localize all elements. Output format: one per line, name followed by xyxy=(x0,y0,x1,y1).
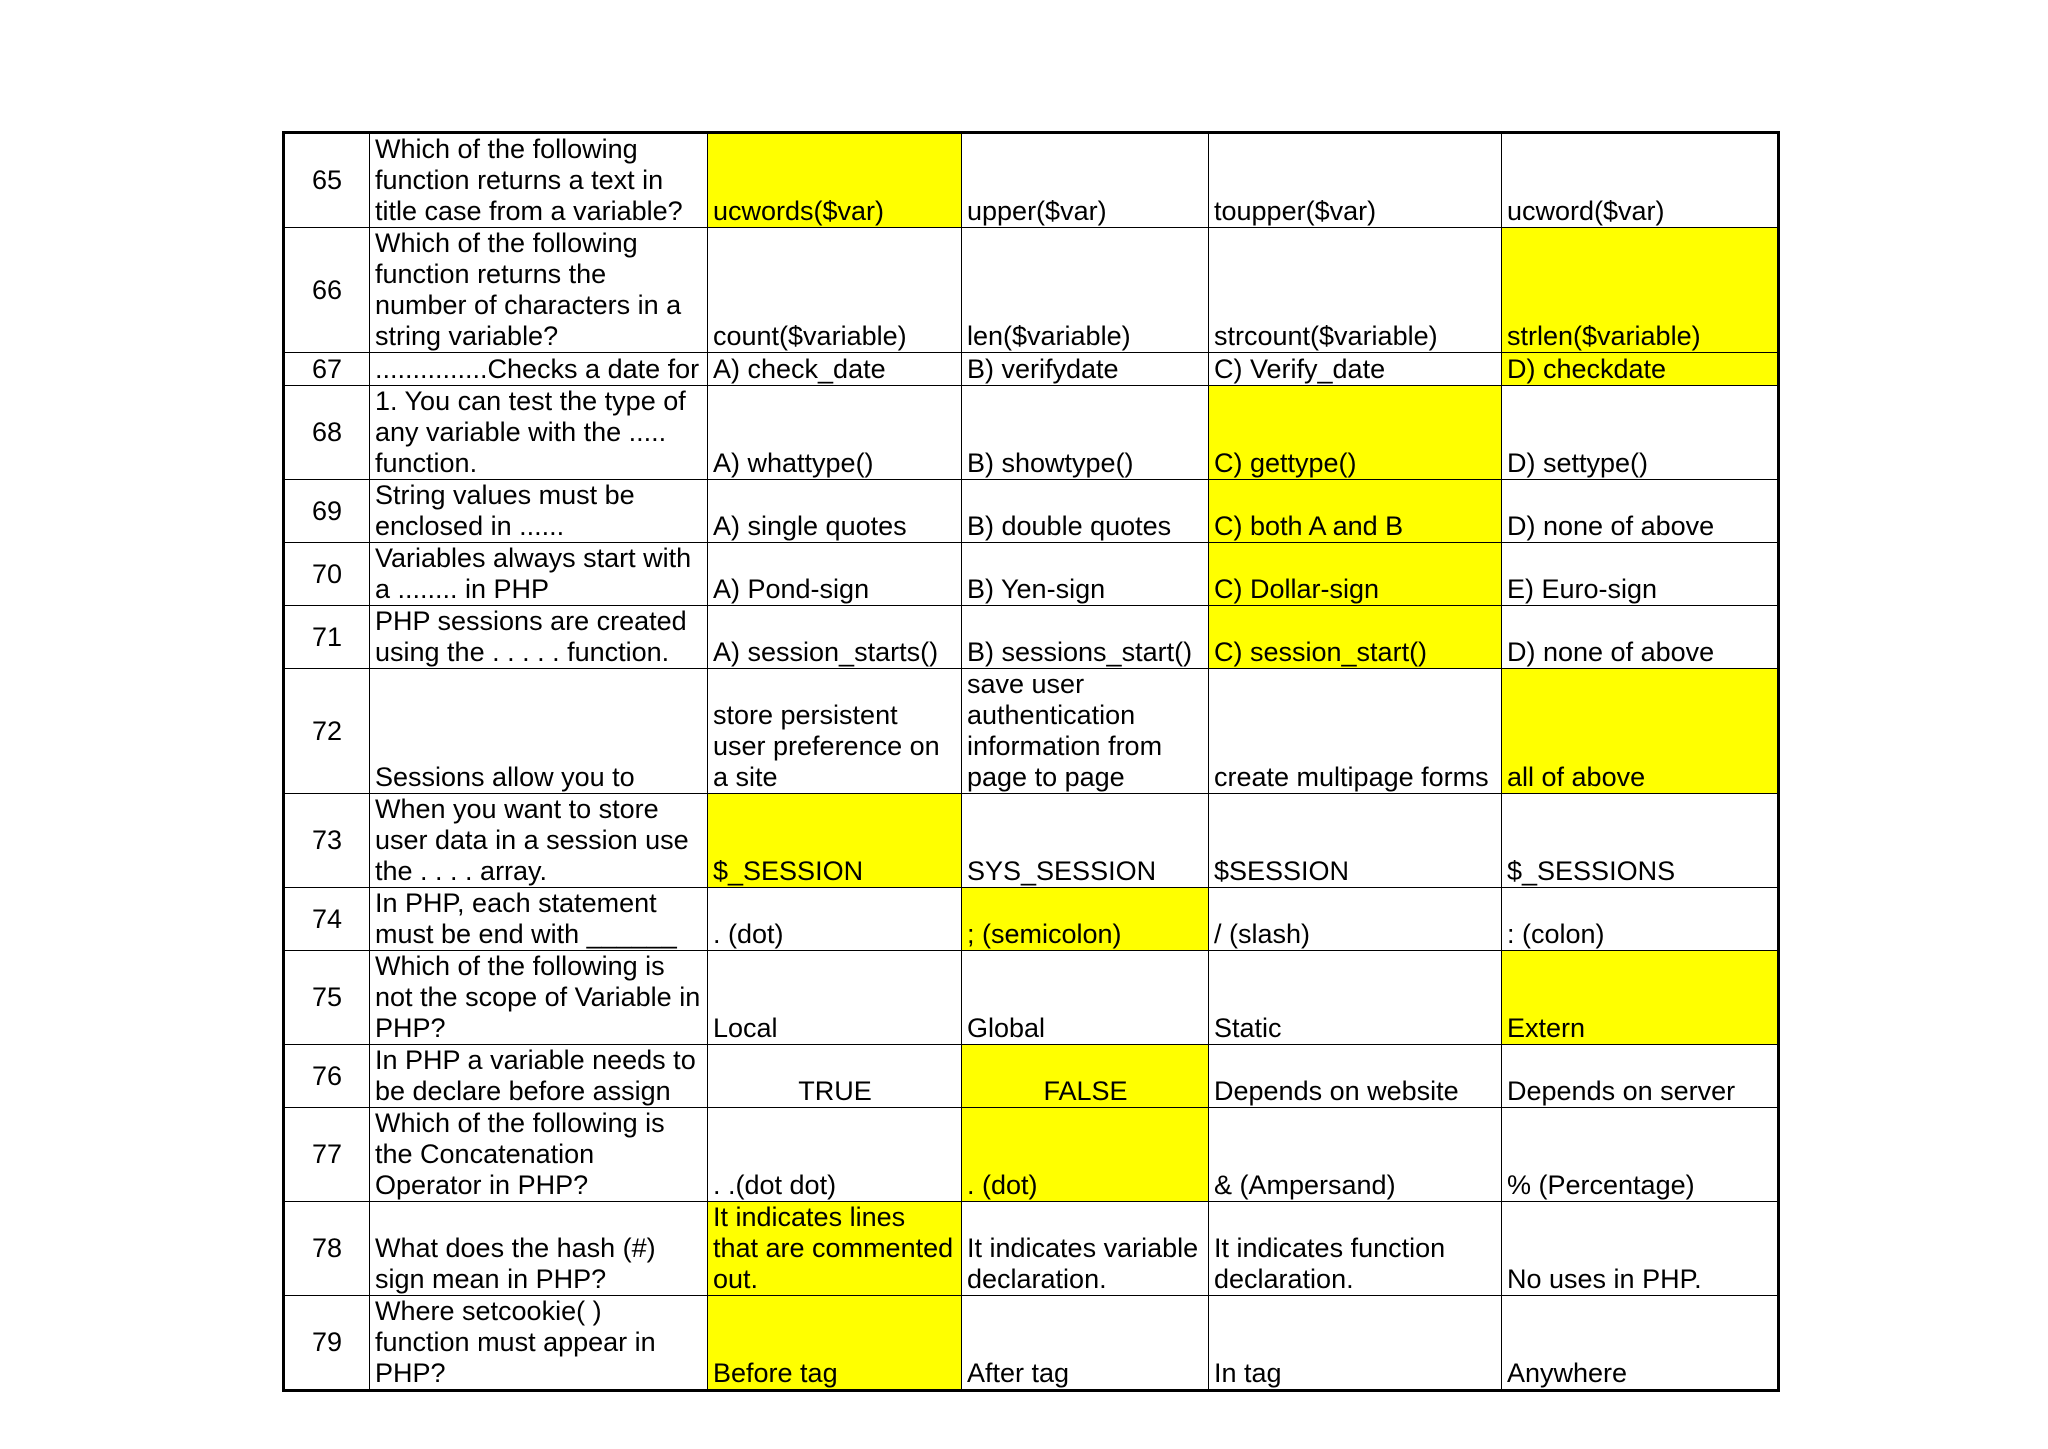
question-text: In PHP a variable needs to be declare before assign xyxy=(370,1045,708,1108)
answer-option: count($variable) xyxy=(708,228,962,353)
table-row xyxy=(284,543,1779,606)
table-row xyxy=(284,228,1779,353)
question-number: 76 xyxy=(284,1045,370,1108)
answer-option-correct: . (dot) xyxy=(962,1108,1209,1202)
question-number: 69 xyxy=(284,480,370,543)
table-row xyxy=(284,133,1779,228)
question-text: 1. You can test the type of any variable with the ..... function. xyxy=(370,386,708,480)
answer-option: A) session_starts() xyxy=(708,606,962,669)
answer-option: A) Pond-sign xyxy=(708,543,962,606)
question-number: 75 xyxy=(284,951,370,1045)
answer-option: D) settype() xyxy=(1502,386,1779,480)
quiz-table xyxy=(282,131,1780,1392)
answer-option: Depends on server xyxy=(1502,1045,1779,1108)
answer-option: C) Verify_date xyxy=(1209,353,1502,386)
answer-option: It indicates function declaration. xyxy=(1209,1202,1502,1296)
answer-option: A) single quotes xyxy=(708,480,962,543)
answer-option: E) Euro-sign xyxy=(1502,543,1779,606)
answer-option-correct: C) session_start() xyxy=(1209,606,1502,669)
answer-option-correct: ; (semicolon) xyxy=(962,888,1209,951)
table-row xyxy=(284,669,1779,794)
question-number: 65 xyxy=(284,133,370,228)
question-number: 70 xyxy=(284,543,370,606)
answer-option: ucword($var) xyxy=(1502,133,1779,228)
answer-option-correct: ucwords($var) xyxy=(708,133,962,228)
answer-option: In tag xyxy=(1209,1296,1502,1391)
question-text: Variables always start with a ........ in PHP xyxy=(370,543,708,606)
table-row xyxy=(284,794,1779,888)
question-number: 66 xyxy=(284,228,370,353)
answer-option: A) check_date xyxy=(708,353,962,386)
question-number: 79 xyxy=(284,1296,370,1391)
question-number: 77 xyxy=(284,1108,370,1202)
question-number: 73 xyxy=(284,794,370,888)
answer-option: SYS_SESSION xyxy=(962,794,1209,888)
table-row xyxy=(284,1045,1779,1108)
question-number: 72 xyxy=(284,669,370,794)
question-text: Which of the following is not the scope of Variable in PHP? xyxy=(370,951,708,1045)
answer-option-correct: D) checkdate xyxy=(1502,353,1779,386)
answer-option-correct: $_SESSION xyxy=(708,794,962,888)
question-text: When you want to store user data in a session use the . . . . array. xyxy=(370,794,708,888)
answer-option: toupper($var) xyxy=(1209,133,1502,228)
answer-option: / (slash) xyxy=(1209,888,1502,951)
answer-option: % (Percentage) xyxy=(1502,1108,1779,1202)
answer-option: & (Ampersand) xyxy=(1209,1108,1502,1202)
question-number: 71 xyxy=(284,606,370,669)
question-text: In PHP, each statement must be end with ______ xyxy=(370,888,708,951)
answer-option: B) sessions_start() xyxy=(962,606,1209,669)
answer-option: Anywhere xyxy=(1502,1296,1779,1391)
answer-option: Global xyxy=(962,951,1209,1045)
answer-option: D) none of above xyxy=(1502,480,1779,543)
question-text: ...............Checks a date for xyxy=(370,353,708,386)
answer-option-correct: all of above xyxy=(1502,669,1779,794)
table-row xyxy=(284,480,1779,543)
answer-option: B) verifydate xyxy=(962,353,1209,386)
answer-option: It indicates variable declaration. xyxy=(962,1202,1209,1296)
answer-option-correct: It indicates lines that are commented out. xyxy=(708,1202,962,1296)
answer-option: A) whattype() xyxy=(708,386,962,480)
answer-option: $_SESSIONS xyxy=(1502,794,1779,888)
answer-option: D) none of above xyxy=(1502,606,1779,669)
answer-option-correct: Extern xyxy=(1502,951,1779,1045)
table-row xyxy=(284,1296,1779,1391)
answer-option: After tag xyxy=(962,1296,1209,1391)
table-row xyxy=(284,353,1779,386)
answer-option: store persistent user preference on a site xyxy=(708,669,962,794)
answer-option-correct: Before tag xyxy=(708,1296,962,1391)
answer-option-correct: C) both A and B xyxy=(1209,480,1502,543)
table-row xyxy=(284,888,1779,951)
question-text: Which of the following function returns the number of characters in a string variable? xyxy=(370,228,708,353)
answer-option: save user authentication information from page to page xyxy=(962,669,1209,794)
question-number: 74 xyxy=(284,888,370,951)
answer-option: $SESSION xyxy=(1209,794,1502,888)
answer-option: Static xyxy=(1209,951,1502,1045)
answer-option: . (dot) xyxy=(708,888,962,951)
answer-option: len($variable) xyxy=(962,228,1209,353)
table-row xyxy=(284,1108,1779,1202)
answer-option: . .(dot dot) xyxy=(708,1108,962,1202)
question-text: PHP sessions are created using the . . . . . function. xyxy=(370,606,708,669)
table-row xyxy=(284,1202,1779,1296)
question-number: 78 xyxy=(284,1202,370,1296)
question-text: Where setcookie( ) function must appear in PHP? xyxy=(370,1296,708,1391)
table-row xyxy=(284,606,1779,669)
table-row xyxy=(284,386,1779,480)
question-text: Which of the following is the Concatenation Operator in PHP? xyxy=(370,1108,708,1202)
answer-option-correct: strlen($variable) xyxy=(1502,228,1779,353)
answer-option: B) double quotes xyxy=(962,480,1209,543)
answer-option-correct: C) Dollar-sign xyxy=(1209,543,1502,606)
answer-option-correct: FALSE xyxy=(962,1045,1209,1108)
question-number: 67 xyxy=(284,353,370,386)
table-row xyxy=(284,951,1779,1045)
answer-option: No uses in PHP. xyxy=(1502,1202,1779,1296)
answer-option-correct: C) gettype() xyxy=(1209,386,1502,480)
question-number: 68 xyxy=(284,386,370,480)
question-text: String values must be enclosed in ...... xyxy=(370,480,708,543)
answer-option: Depends on website xyxy=(1209,1045,1502,1108)
answer-option: B) Yen-sign xyxy=(962,543,1209,606)
question-text: What does the hash (#) sign mean in PHP? xyxy=(370,1202,708,1296)
question-text: Sessions allow you to xyxy=(370,669,708,794)
answer-option: create multipage forms xyxy=(1209,669,1502,794)
question-text: Which of the following function returns a text in title case from a variable? xyxy=(370,133,708,228)
answer-option: TRUE xyxy=(708,1045,962,1108)
answer-option: B) showtype() xyxy=(962,386,1209,480)
answer-option: strcount($variable) xyxy=(1209,228,1502,353)
answer-option: Local xyxy=(708,951,962,1045)
answer-option: : (colon) xyxy=(1502,888,1779,951)
answer-option: upper($var) xyxy=(962,133,1209,228)
quiz-table-body xyxy=(284,133,1779,1391)
